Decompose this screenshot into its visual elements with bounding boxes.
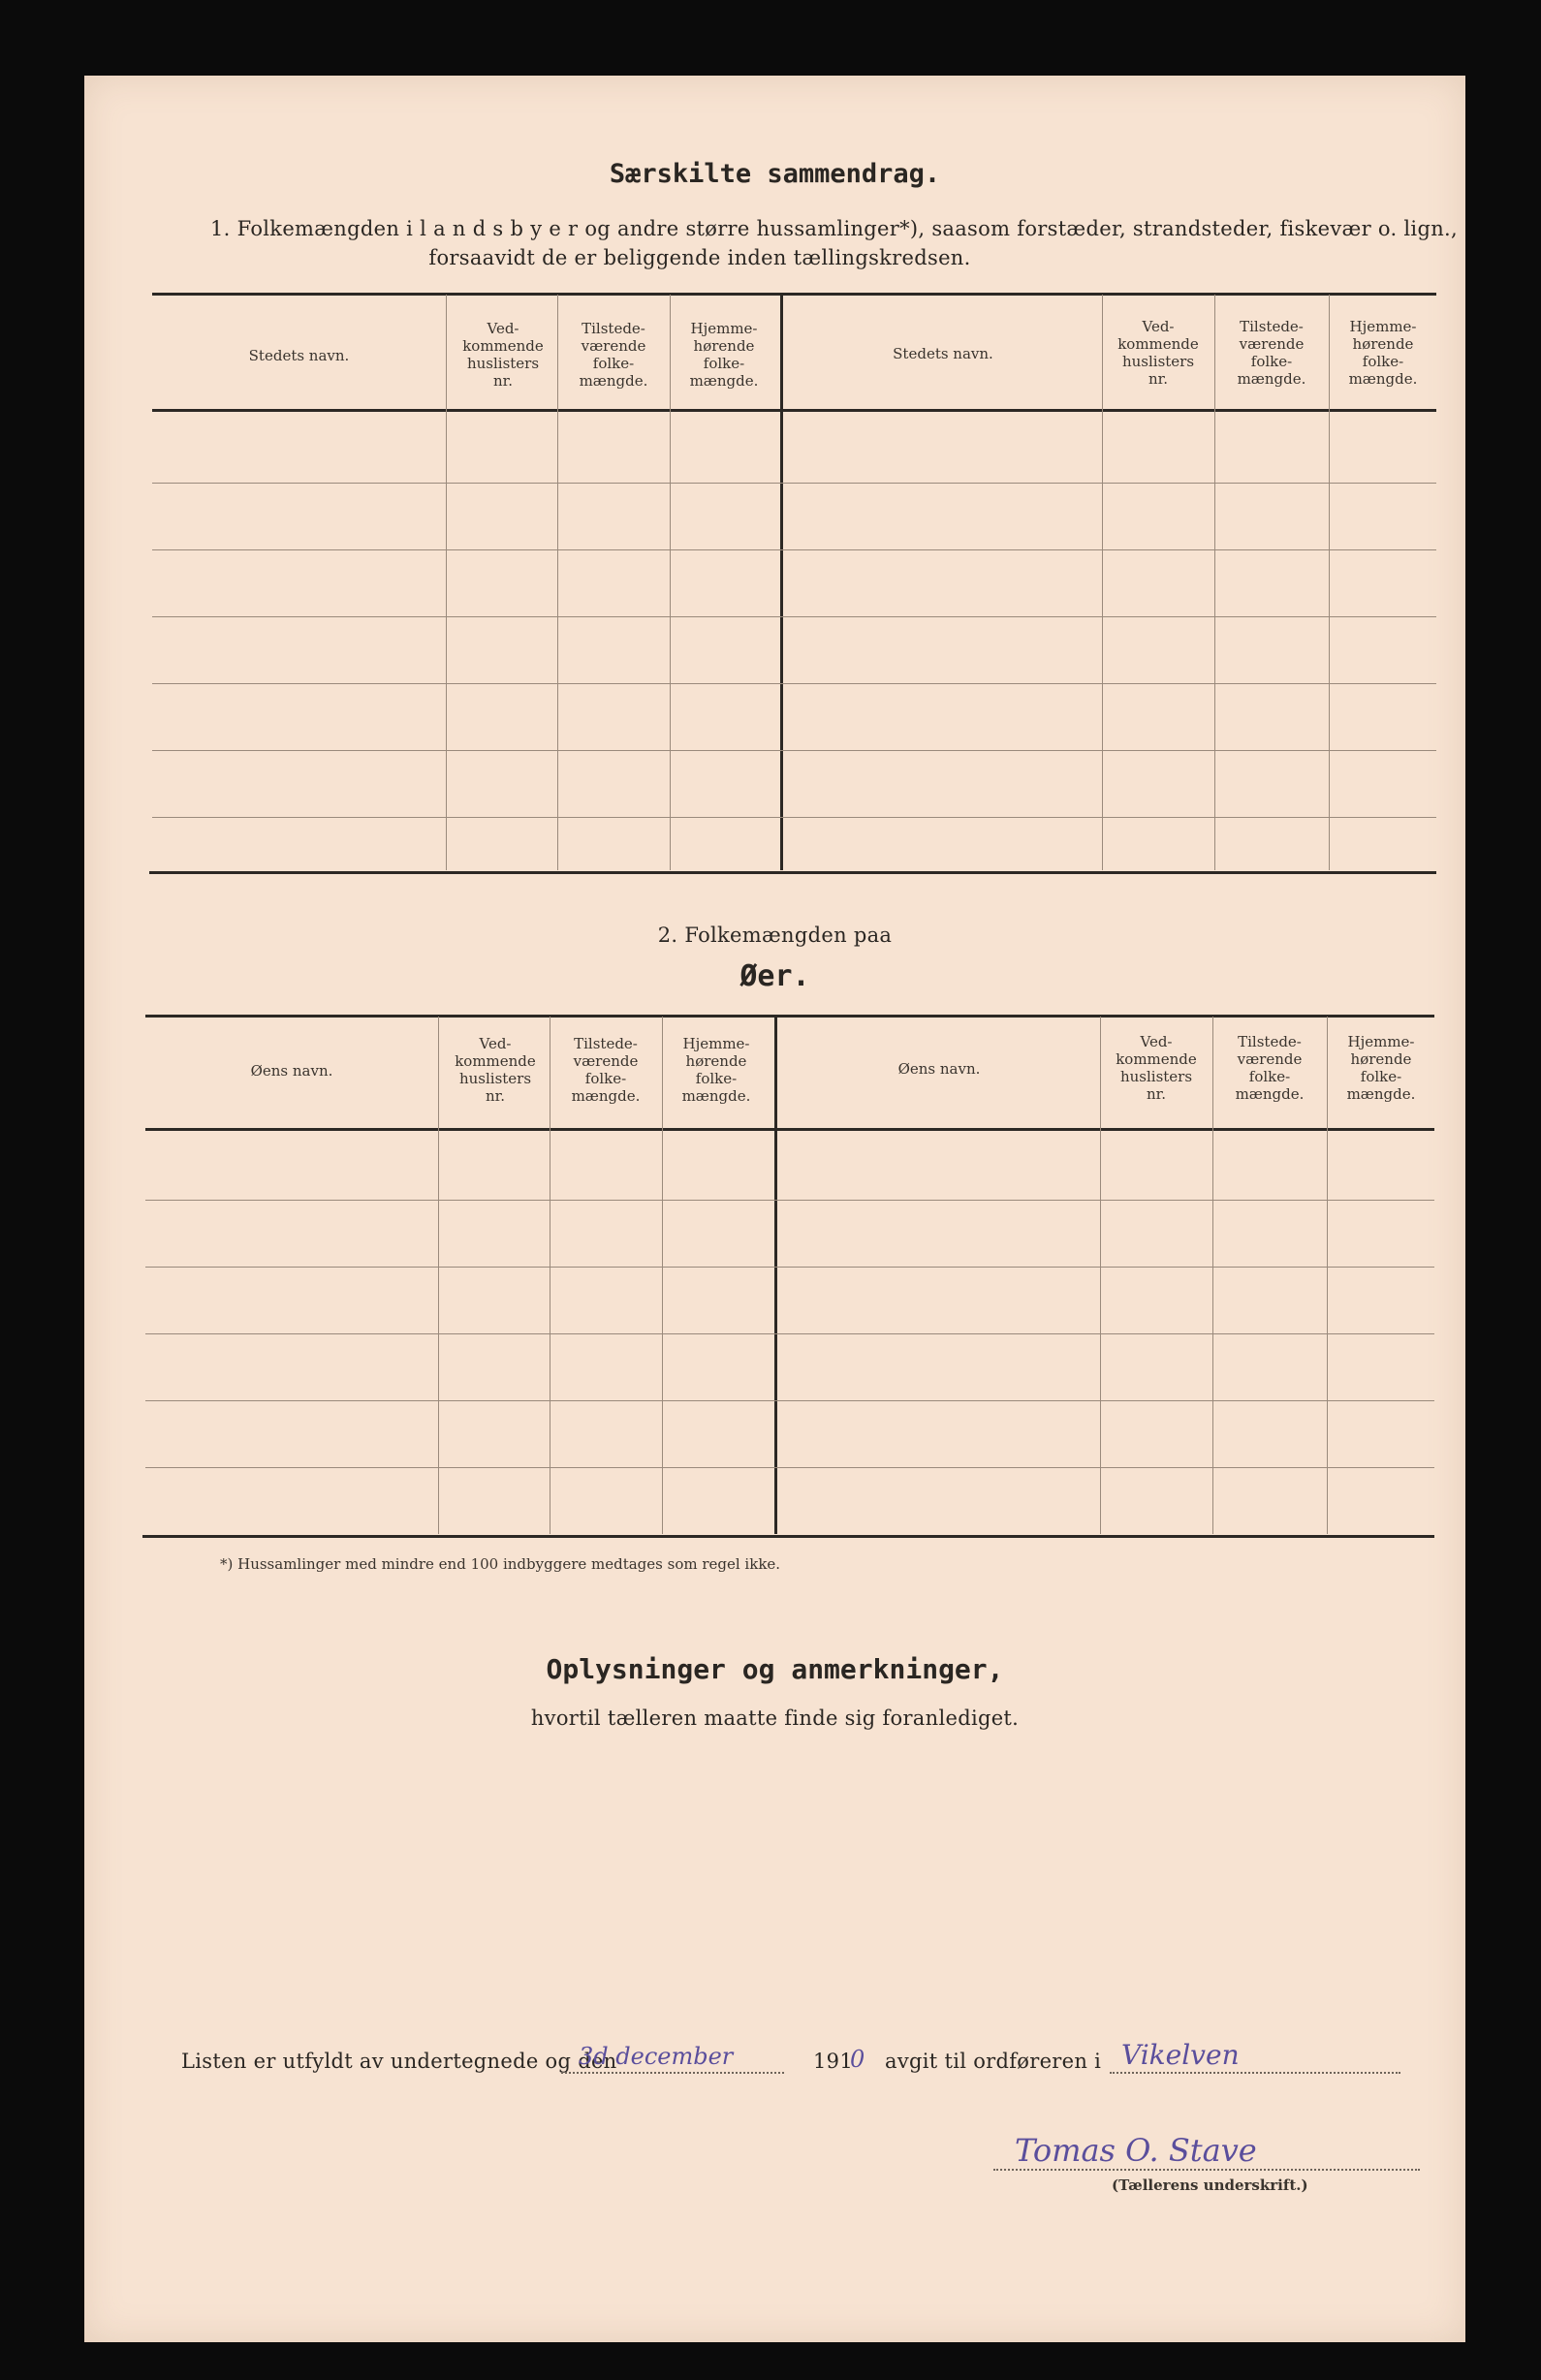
remarks-title: Oplysninger og anmerkninger, xyxy=(546,1653,1004,1685)
census-form-page xyxy=(84,76,1465,2342)
t1-header-place-right: Stedets navn. xyxy=(893,345,993,362)
t2-header-list-right: Ved-kommende huslisters nr. xyxy=(1116,1033,1197,1103)
t1-header-place-left: Stedets navn. xyxy=(248,347,350,364)
date-field xyxy=(561,2072,784,2074)
t2-header-island-right: Øens navn. xyxy=(897,1060,981,1078)
section1-line1: 1. Folkemængden i l a n d s b y e r og andre større hussamlinger*), saasom forstæder, strandsteder, fiskevær o. lign., xyxy=(210,217,1458,240)
t1-header-list-right: Ved-kommende huslisters nr. xyxy=(1117,318,1199,388)
t2-header-island-left: Øens navn. xyxy=(250,1062,333,1080)
remarks-subtitle: hvortil tælleren maatte finde sig foranlediget. xyxy=(530,1707,1020,1730)
place-field xyxy=(1110,2072,1400,2074)
t2-header-resident-right: Hjemme-hørende folke-mængde. xyxy=(1346,1033,1416,1103)
date-handwritten: 3d december xyxy=(579,2043,734,2070)
t1-header-resident-left: Hjemme-hørende folke-mængde. xyxy=(689,320,759,390)
section-title: Særskilte sammendrag. xyxy=(609,159,941,189)
t2-header-resident-left: Hjemme-hørende folke-mængde. xyxy=(681,1035,751,1105)
section1-line2: forsaavidt de er beliggende inden tællingskredsen. xyxy=(428,246,971,269)
signature-prefix: Listen er utfyldt av undertegnede og den xyxy=(181,2050,617,2073)
t1-header-present-left: Tilstede-værende folke-mængde. xyxy=(579,320,648,390)
t2-header-list-left: Ved-kommende huslisters nr. xyxy=(455,1035,536,1105)
place-handwritten: Vikelven xyxy=(1121,2039,1240,2071)
t2-header-present-left: Tilstede-værende folke-mængde. xyxy=(571,1035,641,1105)
section2-line1: 2. Folkemængden paa xyxy=(657,924,893,947)
t1-header-resident-right: Hjemme-hørende folke-mængde. xyxy=(1348,318,1418,388)
section2-title: Øer. xyxy=(739,959,810,993)
signature-handwritten: Tomas O. Stave xyxy=(1015,2132,1257,2169)
t1-header-present-right: Tilstede-værende folke-mængde. xyxy=(1237,318,1306,388)
year-handwritten: 0 xyxy=(850,2046,865,2073)
year-printed: 191 xyxy=(813,2050,853,2073)
t1-header-list-left: Ved-kommende huslisters nr. xyxy=(462,320,544,390)
signature-middle: avgit til ordføreren i xyxy=(885,2050,1102,2073)
footnote: *) Hussamlinger med mindre end 100 indbyggere medtages som regel ikke. xyxy=(220,1555,781,1573)
signature-caption: (Tællerens underskrift.) xyxy=(1112,2176,1308,2194)
t2-header-present-right: Tilstede-værende folke-mængde. xyxy=(1235,1033,1305,1103)
signature-field xyxy=(993,2169,1420,2171)
